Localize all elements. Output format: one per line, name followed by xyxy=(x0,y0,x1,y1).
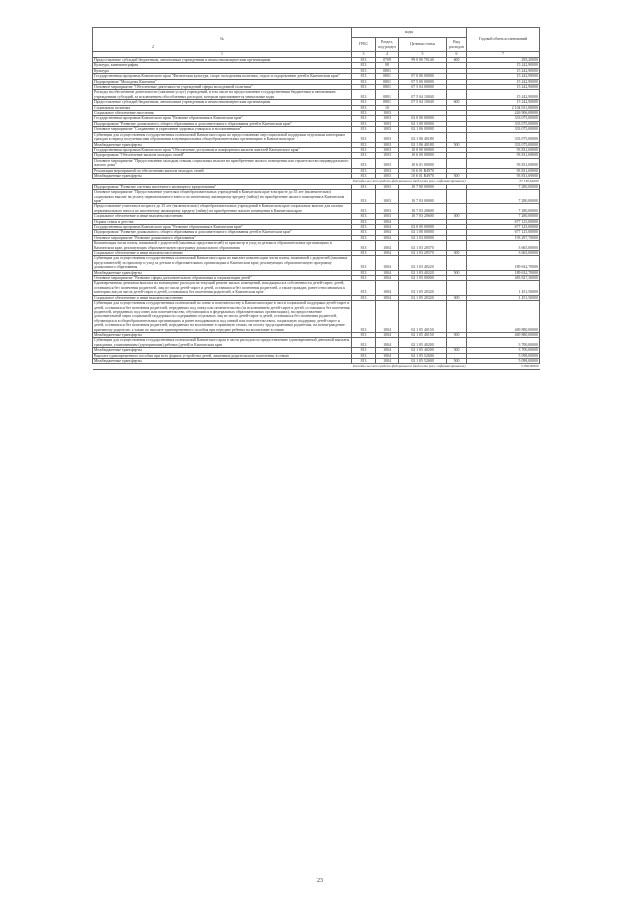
row-grbs: 813 xyxy=(352,68,376,73)
row-grbs: 813 xyxy=(352,90,376,100)
row-amount: 677 125,00000 xyxy=(467,225,540,230)
row-section: 10 xyxy=(376,105,399,110)
row-target-code: 02 1 05 40200 xyxy=(399,348,447,353)
row-amount: 677 125,00000 xyxy=(467,219,540,224)
row-description: Межбюджетные трансферты xyxy=(93,270,352,275)
budget-table-page xyxy=(92,27,539,872)
col-number: 7 xyxy=(467,52,540,58)
row-section: 08 xyxy=(376,63,399,68)
row-expense-type: 600 xyxy=(447,100,467,105)
row-section: 1004 xyxy=(376,348,399,353)
row-amount: 15 242,90000 xyxy=(467,90,540,100)
row-description: Подпрограмма "Обеспечение жильем молодых семей" xyxy=(93,153,352,158)
row-target-code: 07 5 04 00000 xyxy=(399,85,447,90)
table-row xyxy=(93,338,540,348)
row-grbs: 813 xyxy=(352,270,376,275)
row-amount: 2 104 031,80000 xyxy=(467,105,540,110)
table-row xyxy=(93,204,540,214)
row-description: Подпрограмма "Молодежь Камчатки" xyxy=(93,79,352,84)
row-expense-type: 600 xyxy=(447,58,467,63)
row-expense-type: 500 xyxy=(447,332,467,337)
row-description: Предоставление субсидий бюджетным, автономным учреждениям и иным некоммерческим организациям xyxy=(93,58,352,63)
row-section: 1004 xyxy=(376,256,399,270)
row-grbs: 813 xyxy=(352,132,376,142)
row-amount: 426 906,69000 xyxy=(467,111,540,116)
col-number: 3 xyxy=(352,52,376,58)
row-target-code: 02 1 03 20570 xyxy=(399,241,447,251)
row-amount: 193 297,70000 xyxy=(467,235,540,240)
row-grbs: 813 xyxy=(352,219,376,224)
row-section: 1003 xyxy=(376,132,399,142)
row-grbs: 813 xyxy=(352,111,376,116)
row-amount: 15 242,90000 xyxy=(467,85,540,90)
row-grbs: 813 xyxy=(352,276,376,281)
row-expense-type xyxy=(447,301,467,333)
row-amount: 189 632,70000 xyxy=(467,256,540,270)
row-description: Основное мероприятие "Предоставление молодым семьям социальных выплат на приобретение жилого помещения или строительство индивидуального жилого дома" xyxy=(93,158,352,168)
header-vr: Вид расходов xyxy=(447,38,467,52)
row-description: Культура xyxy=(93,68,352,73)
row-section: 0801 xyxy=(376,74,399,79)
budget-table xyxy=(92,27,540,370)
row-grbs: 813 xyxy=(352,225,376,230)
row-expense-type: 500 xyxy=(447,142,467,147)
row-target-code: 10 0 00 00000 xyxy=(399,147,447,152)
footnote-text: Расходы за счет средств федерального бюджета (вкл. софинансирование) xyxy=(93,179,467,184)
row-expense-type: 300 xyxy=(447,214,467,219)
row-grbs: 813 xyxy=(352,142,376,147)
row-amount: 93 831,69000 xyxy=(467,147,540,152)
row-grbs: 813 xyxy=(352,204,376,214)
row-description: Социальная политика xyxy=(93,105,352,110)
row-amount: 3 665,00000 xyxy=(467,241,540,251)
table-row xyxy=(93,241,540,251)
row-target-code: 02 1 05 52600 xyxy=(399,353,447,358)
row-description: Подпрограмма "Развитие системы ипотечного жилищного кредитования" xyxy=(93,184,352,189)
row-grbs: 813 xyxy=(352,158,376,168)
row-target-code: 99 0 00 70140 xyxy=(399,58,447,63)
row-grbs: 813 xyxy=(352,58,376,63)
row-grbs: 813 xyxy=(352,332,376,337)
row-description: Субвенции для осуществления государственных полномочий по опеке и попечительству в Камчатском крае в части социальной поддержки детей-сирот и детей, оставшихся без попечения родителей, переданных под опеку или попечительство (за исключением детей-сирот и детей, оставшихся без попечения родителей, переданных под опеку или попечительство, обучающихся в федеральных образовательных организациях), на предоставление дополнительной меры социальной поддержки по содержанию отдельных лиц из числа детей-сирот и детей, оставшихся без попечения родителей, обучающихся в общеобразовательных организациях и ранее находившихся под опекой или попечительством, социальную поддержку детей-сирот и детей, оставшихся без попечения родителей, переданных на воспитание в приемную семью, на оплату труда приемным родителям, на вознаграждение приемному родителю, а также по выплате единовременного пособия при передаче ребенка на воспитание в семью xyxy=(94,301,350,332)
row-target-code: 02 1 03 20570 xyxy=(399,251,447,256)
table-row xyxy=(93,256,540,270)
footnote-row xyxy=(93,364,540,369)
row-section: 1004 xyxy=(376,332,399,337)
row-target-code: 07 5 00 00000 xyxy=(399,79,447,84)
row-amount: 333 075,00000 xyxy=(467,132,540,142)
row-description: Государственная программа Камчатского края "Развитие образования в Камчатском крае" xyxy=(93,116,352,121)
row-section: 0709 xyxy=(376,58,399,63)
row-target-code: 02 1 05 40150 xyxy=(399,301,447,333)
row-section: 1004 xyxy=(376,358,399,363)
row-target-code: 10 7 03 20600 xyxy=(399,214,447,219)
row-section: 1004 xyxy=(376,295,399,300)
row-section: 1004 xyxy=(376,230,399,235)
row-target-code: 02 1 05 20320 xyxy=(399,281,447,295)
row-grbs: 813 xyxy=(352,127,376,132)
row-description: Государственная программа Камчатского края "Развитие образования в Камчатском крае" xyxy=(93,225,352,230)
row-section: 1004 xyxy=(376,225,399,230)
header-grbs: ГРБС xyxy=(352,38,376,52)
row-amount: 93 831,69000 xyxy=(467,168,540,173)
footnote-text: Расходы за счет средств федерального бюджета (вкл. софинансирование) xyxy=(93,364,467,369)
row-target-code: 07 0 00 00000 xyxy=(399,74,447,79)
row-expense-type xyxy=(447,190,467,204)
row-section: 1004 xyxy=(376,219,399,224)
row-target-code: 02 1 05 20320 xyxy=(399,295,447,300)
row-amount: 15 242,90000 xyxy=(467,79,540,84)
row-amount: 333 075,00000 xyxy=(467,121,540,126)
row-amount: 483 827,30000 xyxy=(467,276,540,281)
row-grbs: 813 xyxy=(352,235,376,240)
row-description: Охрана семьи и детства xyxy=(93,219,352,224)
row-grbs: 813 xyxy=(352,348,376,353)
row-amount: 15 242,90000 xyxy=(467,68,540,73)
row-grbs: 813 xyxy=(352,116,376,121)
row-description: Межбюджетные трансферты xyxy=(93,348,352,353)
row-description: Субвенции для осуществления государственных полномочий Камчатского края по выплате компенсации части платы, взимаемой с родителей (законных представителей) за присмотр и уход за детьми в образовательных организациях в Камчатском крае, реализующих образовательную программу дошкольного образования xyxy=(93,256,352,270)
row-description: Основное мероприятие "Развитие сферы дополнительного образования и социализации детей" xyxy=(93,276,352,281)
row-section: 0801 xyxy=(376,79,399,84)
row-amount: 93 831,69000 xyxy=(467,158,540,168)
row-expense-type: 500 xyxy=(447,270,467,275)
row-section: 1003 xyxy=(376,173,399,178)
row-amount: 7 280,00000 xyxy=(467,184,540,189)
row-description: Социальное обеспечение и иные выплаты населению xyxy=(93,214,352,219)
row-amount: 469 880,00000 xyxy=(467,332,540,337)
header-amount: Годовой объем ассигнований xyxy=(467,28,540,52)
row-amount: 15 242,90000 xyxy=(467,74,540,79)
row-section: 1003 xyxy=(376,127,399,132)
row-target-code: 10 6 01 00000 xyxy=(399,158,447,168)
col-number: 1 xyxy=(93,52,352,58)
row-target-code: 10 7 03 20600 xyxy=(399,204,447,214)
footnote-amount: 37 138,64000 xyxy=(467,179,540,184)
row-amount: 7 280,00000 xyxy=(467,190,540,204)
row-section: 1004 xyxy=(376,270,399,275)
row-target-code: 02 1 05 52600 xyxy=(399,358,447,363)
row-target-code: 02 1 03 00000 xyxy=(399,235,447,240)
row-amount: 333 075,00000 xyxy=(467,116,540,121)
row-expense-type xyxy=(447,338,467,348)
row-description: Межбюджетные трансферты xyxy=(93,142,352,147)
row-amount: 1 451,50000 xyxy=(467,295,540,300)
row-section: 1003 xyxy=(376,142,399,147)
row-grbs: 813 xyxy=(352,241,376,251)
row-amount: 469 880,00000 xyxy=(467,301,540,333)
row-grbs: 813 xyxy=(352,230,376,235)
row-section: 1003 xyxy=(376,184,399,189)
row-target-code: 10 7 03 00000 xyxy=(399,190,447,204)
row-grbs: 813 xyxy=(352,256,376,270)
row-amount: 15 242,90000 xyxy=(467,100,540,105)
row-expense-type xyxy=(447,256,467,270)
row-description: Основное мероприятие "Сохранение и укрепление здоровья учащихся и воспитанников" xyxy=(93,127,352,132)
row-description: Субвенции для осуществления государственных полномочий Камчатского края в части расходов по предоставлению единовременной денежной выплаты гражданам, усыновившим (удочерившим) ребенка (детей) в Камчатском крае xyxy=(93,338,352,348)
row-grbs: 813 xyxy=(352,147,376,152)
row-section: 1004 xyxy=(376,353,399,358)
row-description: Компенсация части платы, взимаемой с родителей (законных представителей) за присмотр и уход за детьми в образовательных организациях в Камчатском крае, реализующих образовательную программу дошкольного образования xyxy=(93,241,352,251)
row-expense-type: 300 xyxy=(447,251,467,256)
row-amount: 295,20000 xyxy=(467,58,540,63)
row-description: Социальное обеспечение населения xyxy=(93,111,352,116)
row-section: 1004 xyxy=(376,235,399,240)
row-description: Подпрограмма "Развитие дошкольного, общего образования и дополнительного образования детей в Камчатском крае" xyxy=(93,121,352,126)
row-description: Государственная программа Камчатского края "Физическая культура, спорт, молодежная политика, отдых и оздоровление детей в Камчатском крае" xyxy=(93,74,352,79)
row-description: Межбюджетные трансферты xyxy=(93,173,352,178)
row-target-code: 02 1 00 00000 xyxy=(399,230,447,235)
row-amount: 1 451,50000 xyxy=(467,281,540,295)
table-row xyxy=(93,158,540,168)
row-target-code: 02 1 05 00000 xyxy=(399,276,447,281)
header-section: Раздел, под-раздел xyxy=(376,38,399,52)
table-row xyxy=(93,190,540,204)
row-section: 0801 xyxy=(376,68,399,73)
row-amount: 333 075,00000 xyxy=(467,142,540,147)
row-target-code: 02 0 00 00000 xyxy=(399,116,447,121)
row-amount: 5 098,00000 xyxy=(467,358,540,363)
row-amount: 93 831,69000 xyxy=(467,153,540,158)
row-section: 1003 xyxy=(376,153,399,158)
row-description: Культура, кинематография xyxy=(93,63,352,68)
row-amount: 3 700,00000 xyxy=(467,338,540,348)
row-target-code: 07 5 04 10040 xyxy=(399,100,447,105)
table-row xyxy=(93,132,540,142)
row-target-code: 10 6 01 R4970 xyxy=(399,168,447,173)
row-description: Основное мероприятие "Предоставление учителям общеобразовательных учреждений в Камчатском крае в возрасте до 35 лет (включительно) социальных выплат на уплату первоначального взноса по ипотечному жилищному кредиту (займу) на приобретение жилого помещения в Камчатском крае" xyxy=(93,190,352,204)
row-grbs: 813 xyxy=(352,85,376,90)
row-description: Основное мероприятие "Развитие дошкольного образования" xyxy=(93,235,352,240)
row-description: Предоставление учителям в возрасте до 35 лет (включительно) общеобразовательных учреждений в Камчатском крае социальных выплат для оплаты первоначального взноса по ипотечному жилищному кредиту (займу) на приобретение жилого помещения в Камчатском крае xyxy=(93,204,352,214)
row-amount: 3 700,00000 xyxy=(467,348,540,353)
row-section: 1004 xyxy=(376,301,399,333)
row-section: 1003 xyxy=(376,111,399,116)
row-section: 0801 xyxy=(376,100,399,105)
row-target-code: 02 1 05 40200 xyxy=(399,338,447,348)
row-section: 0801 xyxy=(376,90,399,100)
row-description: Межбюджетные трансферты xyxy=(93,358,352,363)
row-grbs: 813 xyxy=(352,353,376,358)
row-description: Государственная программа Камчатского края "Обеспечение доступным и комфортным жильем жителей Камчатского края" xyxy=(93,147,352,152)
row-amount: 3 665,00000 xyxy=(467,251,540,256)
row-description: Реализация мероприятий по обеспечению жильем молодых семей xyxy=(93,168,352,173)
row-amount: 333 075,00000 xyxy=(467,127,540,132)
row-description: Социальное обеспечение и иные выплаты населению xyxy=(93,251,352,256)
row-expense-type xyxy=(447,281,467,295)
row-section: 1004 xyxy=(376,241,399,251)
row-section: 0801 xyxy=(376,85,399,90)
page-number: 23 xyxy=(317,878,323,884)
row-grbs: 813 xyxy=(352,74,376,79)
row-section: 1003 xyxy=(376,168,399,173)
row-grbs: 813 xyxy=(352,214,376,219)
row-target-code: 02 1 03 40220 xyxy=(399,270,447,275)
row-grbs: 813 xyxy=(352,105,376,110)
row-expense-type: 300 xyxy=(447,295,467,300)
row-grbs: 813 xyxy=(352,281,376,295)
row-amount: 5 098,00000 xyxy=(467,353,540,358)
row-grbs: 813 xyxy=(352,121,376,126)
row-section: 1003 xyxy=(376,214,399,219)
row-expense-type xyxy=(447,90,467,100)
row-grbs: 813 xyxy=(352,168,376,173)
row-section: 1003 xyxy=(376,158,399,168)
row-description: Единовременная денежная выплата на возмещение расходов на текущий ремонт жилых помещений, находящихся в собственности детей-сирот, детей, оставшихся без попечения родителей, лиц из числа детей-сирот и детей, оставшихся без попечения родителей, а также граждан, ранее относившихся к категории лиц из числа детей-сирот и детей, оставшихся без попечения родителей, в Камчатском крае xyxy=(93,281,352,295)
row-expense-type xyxy=(447,241,467,251)
row-expense-type xyxy=(447,158,467,168)
row-description: Социальное обеспечение и иные выплаты населению xyxy=(93,295,352,300)
hidden-col-number: 2 xyxy=(152,45,154,49)
row-grbs: 813 xyxy=(352,153,376,158)
row-expense-type xyxy=(447,204,467,214)
table-row xyxy=(93,90,540,100)
row-target-code: 02 0 00 00000 xyxy=(399,225,447,230)
row-section: 1003 xyxy=(376,147,399,152)
row-section: 1004 xyxy=(376,276,399,281)
row-amount: 93 831,69000 xyxy=(467,173,540,178)
footnote-amount: 5 098,00000 xyxy=(467,364,540,369)
row-grbs: 813 xyxy=(352,295,376,300)
row-amount: 677 125,00000 xyxy=(467,230,540,235)
row-section: 1003 xyxy=(376,204,399,214)
row-target-code: 02 1 00 00000 xyxy=(399,121,447,126)
row-target-code: 07 5 04 10040 xyxy=(399,90,447,100)
row-section: 1003 xyxy=(376,116,399,121)
row-description: Основное мероприятие "Обеспечение деятельности учреждений сферы молодежной политики" xyxy=(93,85,352,90)
header-name: № xyxy=(93,28,352,52)
row-expense-type xyxy=(447,132,467,142)
row-description: Расходы на обеспечение деятельности (оказание услуг) учреждений, в том числе на предоставление государственным бюджетным и автономным учреждениям субсидий, за исключением обособленных расходов, которым присваиваются уникальные коды xyxy=(93,90,352,100)
row-target-code: 10 6 01 R4970 xyxy=(399,173,447,178)
row-description: Выплата единовременного пособия при всех формах устройства детей, лишенных родительского попечения, в семью xyxy=(93,353,352,358)
row-grbs: 813 xyxy=(352,63,376,68)
row-grbs: 813 xyxy=(352,251,376,256)
col-number: 5 xyxy=(399,52,447,58)
row-grbs: 813 xyxy=(352,358,376,363)
header-target: Целевая статья xyxy=(399,38,447,52)
table-row xyxy=(93,301,540,333)
row-description: Межбюджетные трансферты xyxy=(93,332,352,337)
row-amount: 189 632,70000 xyxy=(467,270,540,275)
row-description: Подпрограмма "Развитие дошкольного, общего образования и дополнительного образования детей в Камчатском крае" xyxy=(93,230,352,235)
row-amount: 7 280,00000 xyxy=(467,214,540,219)
row-expense-type: 500 xyxy=(447,358,467,363)
row-target-code: 02 1 05 40150 xyxy=(399,332,447,337)
col-number: 4 xyxy=(376,52,399,58)
row-target-code: 10 7 00 00000 xyxy=(399,184,447,189)
row-grbs: 813 xyxy=(352,338,376,348)
row-target-code: 10 6 00 00000 xyxy=(399,153,447,158)
row-description: Субвенции для осуществления государственных полномочий Камчатского края по предоставлению мер социальной поддержки отдельным категориям граждан в период получения ими образования в муниципальных общеобразовательных организациях в Камчатском крае xyxy=(93,132,352,142)
row-section: 1004 xyxy=(376,281,399,295)
header-codes: коды xyxy=(352,28,467,38)
row-grbs: 813 xyxy=(352,79,376,84)
row-section: 1004 xyxy=(376,338,399,348)
row-grbs: 813 xyxy=(352,100,376,105)
row-target-code: 02 1 03 40220 xyxy=(399,256,447,270)
row-target-code: 02 1 06 40180 xyxy=(399,132,447,142)
row-section: 1004 xyxy=(376,251,399,256)
row-section: 1003 xyxy=(376,190,399,204)
row-grbs: 813 xyxy=(352,173,376,178)
row-grbs: 813 xyxy=(352,301,376,333)
row-section: 1003 xyxy=(376,121,399,126)
row-grbs: 813 xyxy=(352,184,376,189)
row-target-code: 02 1 06 40180 xyxy=(399,142,447,147)
row-target-code: 02 1 06 00000 xyxy=(399,127,447,132)
row-grbs: 813 xyxy=(352,190,376,204)
row-description: Предоставление субсидий бюджетным, автономным учреждениям и иным некоммерческим организациям xyxy=(93,100,352,105)
row-amount: 15 242,90000 xyxy=(467,63,540,68)
row-amount: 7 280,00000 xyxy=(467,204,540,214)
row-expense-type: 500 xyxy=(447,348,467,353)
table-row xyxy=(93,281,540,295)
col-number: 6 xyxy=(447,52,467,58)
row-expense-type: 500 xyxy=(447,173,467,178)
